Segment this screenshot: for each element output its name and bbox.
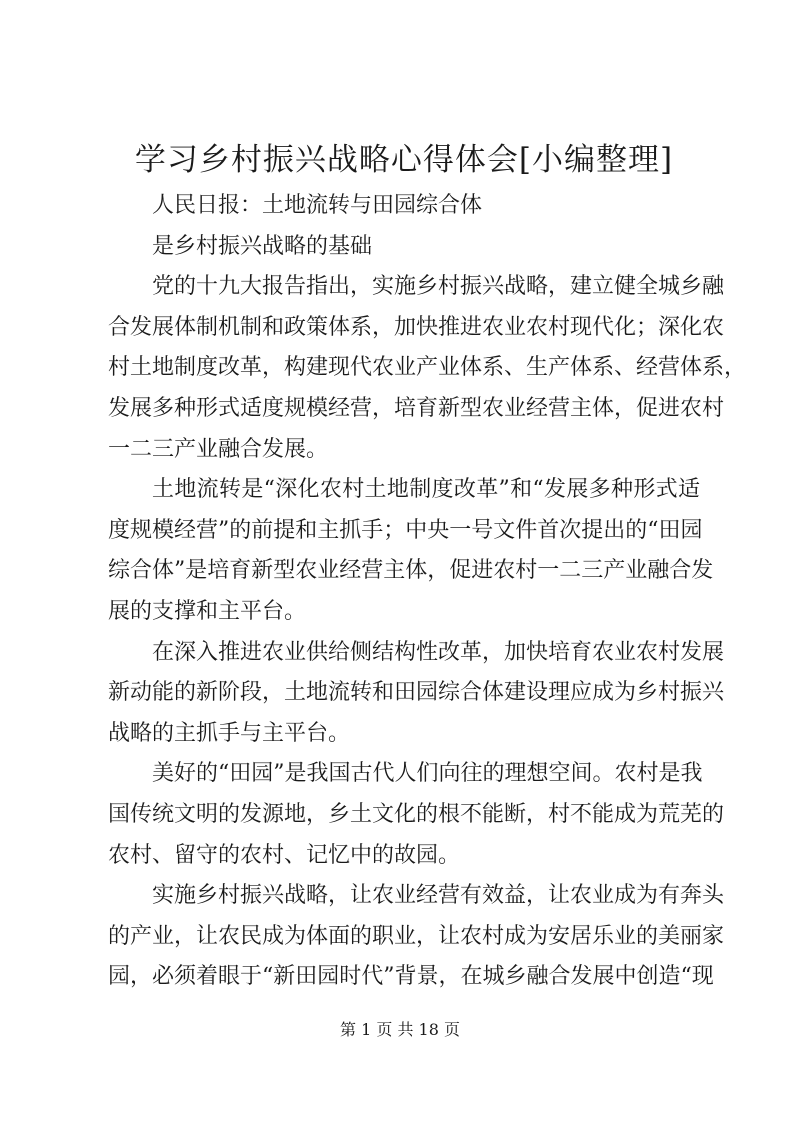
page-footer: 第 1 页 共 18 页 <box>340 1020 460 1039</box>
body-line: 园，必须着眼于“新田园时代”背景，在城乡融合发展中创造“现 <box>108 964 714 990</box>
document-title: 学习乡村振兴战略心得体会[小编整理] <box>134 142 674 178</box>
body-line: 是乡村振兴战略的基础 <box>152 233 373 259</box>
body-line: 战略的主抓手与主平台。 <box>108 720 351 746</box>
body-line: 国传统文明的发源地，乡土文化的根不能断，村不能成为荒芜的 <box>108 801 725 827</box>
body-line: 发展多种形式适度规模经营，培育新型农业经营主体，促进农村 <box>108 395 725 421</box>
document-body <box>108 186 747 998</box>
body-line: 农村、留守的农村、记忆中的故园。 <box>108 842 461 868</box>
body-line: 在深入推进农业供给侧结构性改革，加快培育农业农村发展 <box>152 639 725 665</box>
body-line: 美好的“田园”是我国古代人们向往的理想空间。农村是我 <box>152 761 703 787</box>
body-line: 度规模经营”的前提和主抓手；中央一号文件首次提出的“田园 <box>108 517 703 543</box>
body-line: 村土地制度改革，构建现代农业产业体系、生产体系、经营体系， <box>108 355 747 381</box>
body-line: 土地流转是“深化农村土地制度改革”和“发展多种形式适 <box>152 477 700 503</box>
body-line: 党的十九大报告指出，实施乡村振兴战略，建立健全城乡融 <box>152 274 725 300</box>
body-line: 人民日报：土地流转与田园综合体 <box>152 193 483 218</box>
body-line: 综合体”是培育新型农业经营主体，促进农村一二三产业融合发 <box>108 558 714 584</box>
body-line: 一二三产业融合发展。 <box>108 436 329 462</box>
body-line: 的产业，让农民成为体面的职业，让农村成为安居乐业的美丽家 <box>108 923 725 949</box>
body-line: 展的支撑和主平台。 <box>108 598 307 624</box>
body-line: 新动能的新阶段，土地流转和田园综合体建设理应成为乡村振兴 <box>108 680 725 706</box>
body-line: 合发展体制机制和政策体系，加快推进农业农村现代化；深化农 <box>108 314 725 340</box>
body-line: 实施乡村振兴战略，让农业经营有效益，让农业成为有奔头 <box>152 883 725 909</box>
